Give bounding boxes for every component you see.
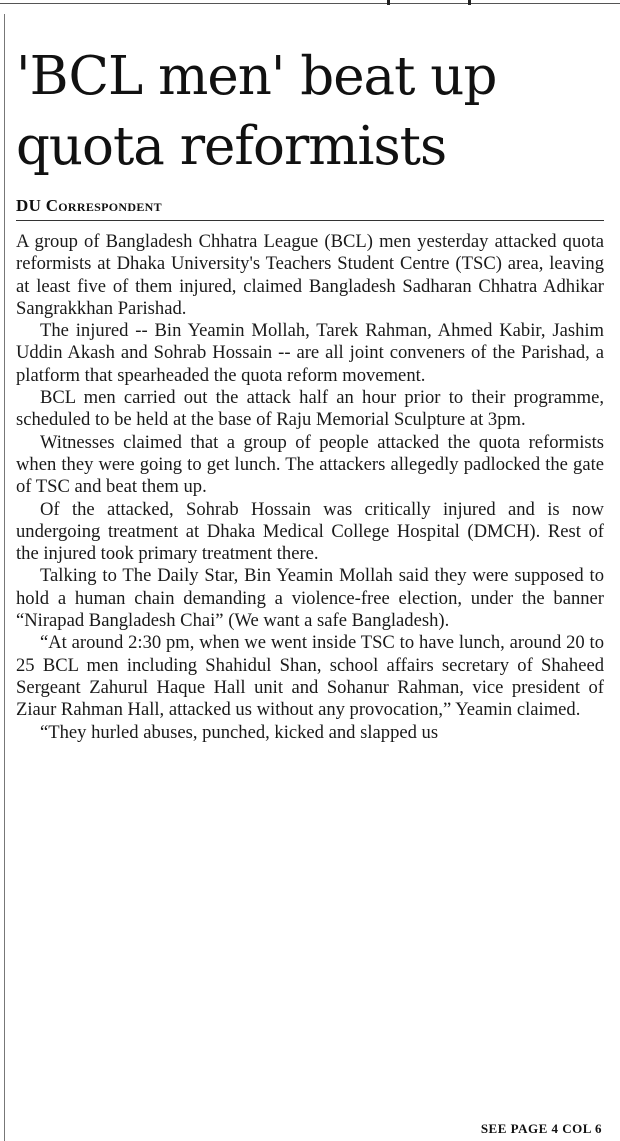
paragraph: BCL men carried out the attack half an hour prior to their programme, scheduled to be held at the base of Raju Memorial Sculpture at 3pm.: [16, 387, 604, 431]
column-rule: [4, 14, 5, 1141]
paragraph: A group of Bangladesh Chhatra League (BCL) men yesterday attacked quota reformists at Dhaka University's Teachers Student Centre (TSC) area, leaving at least five of them injured, claimed Bangladesh Sadharan Chhatra Adhikar Sangrakkhan Parishad.: [16, 231, 604, 319]
paragraph: Witnesses claimed that a group of people attacked the quota reformists when they were going to get lunch. The attackers allegedly padlocked the gate of TSC and beat them up.: [16, 431, 604, 498]
top-border-tick: [468, 0, 471, 5]
paragraph: The injured -- Bin Yeamin Mollah, Tarek Rahman, Ahmed Kabir, Jashim Uddin Akash and Sohrab Hossain -- are all joint conveners of the Parishad, a platform that spearheaded the quota reform movement.: [16, 320, 604, 386]
paragraph: Talking to The Daily Star, Bin Yeamin Mollah said they were supposed to hold a human chain demanding a violence-free election, under the banner “Nirapad Bangladesh Chai” (We want a safe Bangladesh).: [16, 565, 604, 632]
top-border-line: [0, 3, 620, 4]
byline-prefix: DU: [16, 196, 42, 215]
paragraph: “At around 2:30 pm, when we went inside TSC to have lunch, around 20 to 25 BCL men including Shahidul Shan, school affairs secretary of Shaheed Sergeant Zahurul Haque Hall unit and Sohanur Rahman, vice president of Ziaur Rahman Hall, attacked us without any provocation,” Yeamin claimed.: [16, 632, 604, 721]
paragraph: Of the attacked, Sohrab Hossain was critically injured and is now undergoing treatment at Dhaka Medical College Hospital (DMCH). Rest of the injured took primary treatment there.: [16, 498, 604, 565]
news-article: [16, 42, 604, 744]
paragraph: “They hurled abuses, punched, kicked and slapped us: [40, 721, 439, 743]
top-border: [0, 0, 620, 12]
article-body: [16, 231, 604, 744]
byline: [16, 196, 604, 221]
byline-name: Correspondent: [45, 196, 162, 215]
continuation-jump: SEE PAGE 4 COL 6: [480, 1121, 602, 1136]
top-border-tick: [387, 0, 390, 5]
headline: 'BCL men' beat up quota reformists: [16, 46, 497, 177]
